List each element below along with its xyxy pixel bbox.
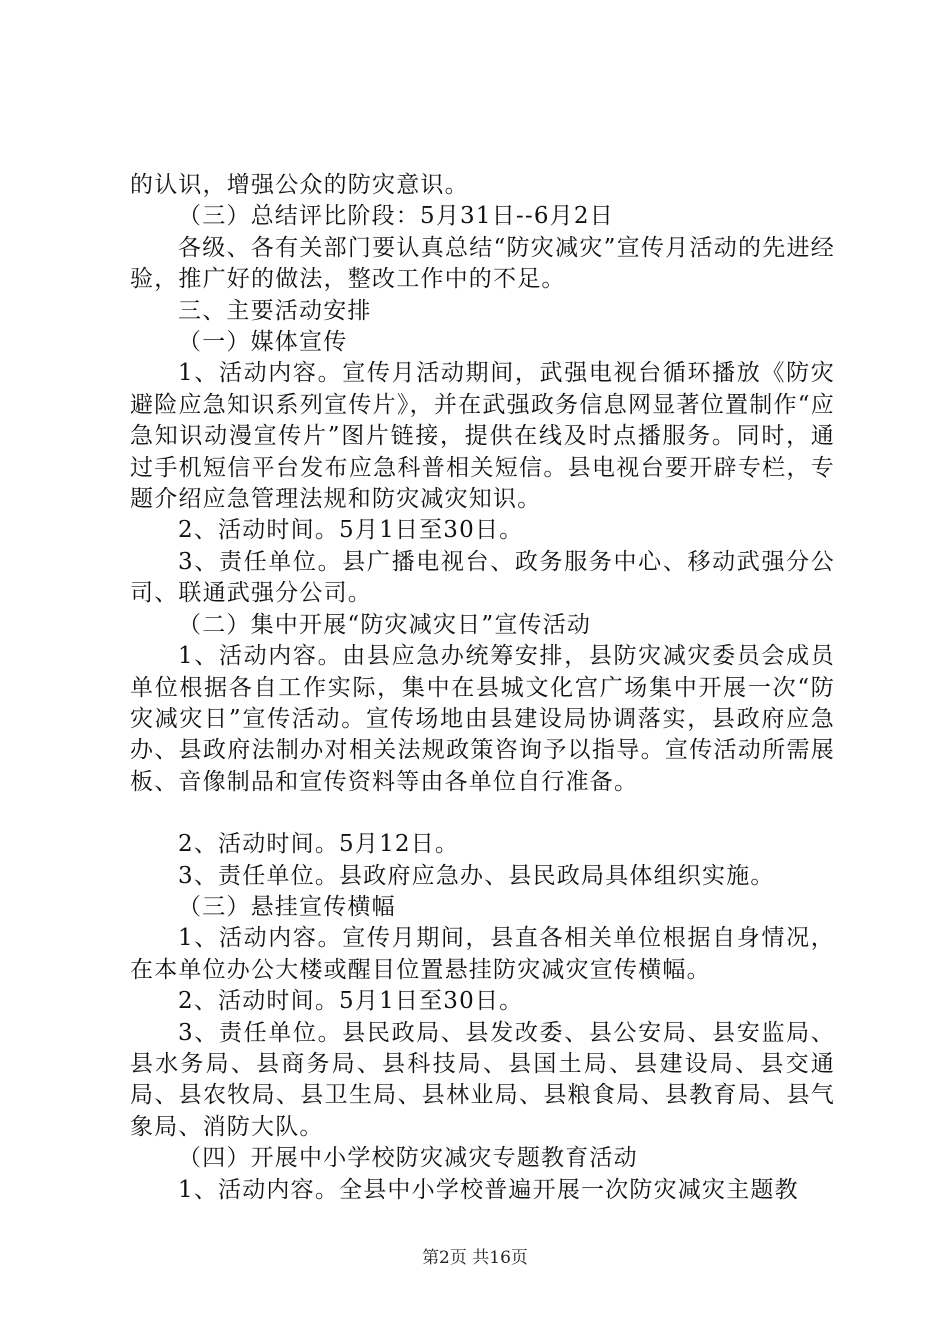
document-body: [130, 170, 835, 1206]
subheading-disaster-day: （二）集中开展“防灾减灾日”宣传活动: [178, 611, 592, 638]
paragraph-disaster-day-content: 1、活动内容。由县应急办统筹安排，县防灾减灾委员会成员单位根据各自工作实际，集中在县城文化宫广场集中开展一次“防灾减灾日”宣传活动。宣传场地由县建设局协调落实，县政府应急办、县政府法制办对相关法规政策咨询予以指导。宣传活动所需展板、音像制品和宣传资料等由各单位自行准备。: [130, 643, 835, 795]
paragraph-media-time: 2、活动时间。5月1日至30日。: [178, 517, 524, 544]
paragraph-disaster-day-units: 3、责任单位。县政府应急办、县民政局具体组织实施。: [178, 862, 775, 889]
subheading-banners: （三）悬挂宣传横幅: [178, 893, 396, 920]
paragraph-gap: [130, 798, 835, 829]
paragraph-summary: 各级、各有关部门要认真总结“防灾减灾”宣传月活动的先进经验，推广好的做法，整改工作中的不足。: [130, 234, 835, 293]
paragraph-banners-time: 2、活动时间。5月1日至30日。: [178, 988, 524, 1015]
paragraph-banners-units: 3、责任单位。县民政局、县发改委、县公安局、县安监局、县水务局、县商务局、县科技局、县国土局、县建设局、县交通局、县农牧局、县卫生局、县林业局、县粮食局、县教育局、县气象局、消防大队。: [130, 1019, 835, 1140]
page-number-footer: 第2页 共16页: [422, 1248, 528, 1268]
heading-main-activities: 三、主要活动安排: [178, 297, 372, 324]
subheading-schools: （四）开展中小学校防灾减灾专题教育活动: [178, 1145, 638, 1172]
paragraph-continuation: 的认识，增强公众的防灾意识。: [130, 172, 469, 198]
section-summary-stage: （三）总结评比阶段：5月31日--6月2日: [178, 203, 614, 230]
paragraph-disaster-day-time: 2、活动时间。5月12日。: [178, 831, 460, 858]
subheading-media: （一）媒体宣传: [178, 329, 348, 356]
paragraph-media-content: 1、活动内容。宣传月活动期间，武强电视台循环播放《防灾避险应急知识系列宣传片》，并在武强政务信息网显著位置制作“应急知识动漫宣传片”图片链接，提供在线及时点播服务。同时，通过手机短信平台发布应急科普相关短信。县电视台要开辟专栏，专题介绍应急管理法规和防灾减灾知识。: [130, 360, 835, 513]
paragraph-schools-content: 1、活动内容。全县中小学校普遍开展一次防灾减灾主题教: [178, 1176, 799, 1203]
paragraph-media-units: 3、责任单位。县广播电视台、政务服务中心、移动武强分公司、联通武强分公司。: [130, 548, 835, 607]
paragraph-banners-content: 1、活动内容。宣传月期间，县直各相关单位根据自身情况，在本单位办公大楼或醒目位置悬挂防灾减灾宣传横幅。: [130, 925, 835, 983]
